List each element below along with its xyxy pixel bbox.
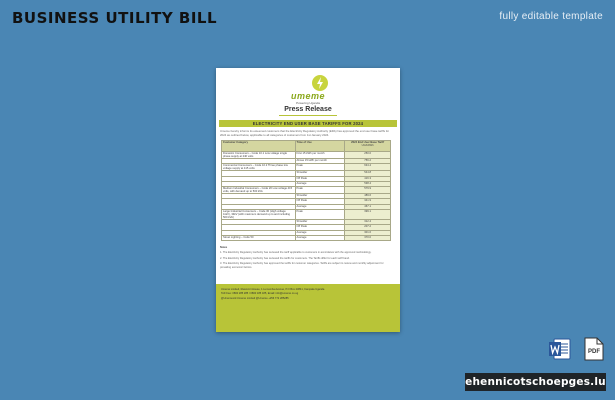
pdf-icon[interactable] [583,337,605,361]
table-header-tou: Time of Use [295,141,345,152]
table-cell-tariff: 341.9 [345,199,391,204]
table-header-tariff-label: 2024 End User Base Tariff [351,141,385,144]
table-cell-tou: Off Peak [295,199,345,204]
table-cell-category: Street Lighting – Code 50 [222,235,296,240]
intro-paragraph: Umeme hereby informs its esteemed customers that the Electricity Regulatory Authority (ERA) has approved the end user base tariffs for 2024 as outlined below, applicable to all categories of customers from 1st January 2024. [220,129,390,137]
footer-contacts: Toll Free: 0800 285 285 / 0800 185 185, Email: info@umeme.co.ug [221,291,299,295]
table-cell-tariff: 312.4 [345,220,391,225]
notes-section [220,246,394,269]
tariff-table [221,140,391,241]
table-cell-tariff: 544.8 [345,171,391,176]
table-cell-tou: Off Peak [295,225,345,230]
table-row [222,210,391,220]
brand-name: umeme [290,91,325,101]
brand-tagline: Powering Uganda [296,101,320,105]
table-row [222,187,391,194]
table-header-tariff [345,141,391,152]
tariff-table-body [222,152,391,241]
note-item: 2. The Electricity Regulatory Authority has reviewed the tariffs for customers. The Tariffs differ for each tariff band. [220,256,350,260]
notes-heading: Notes [220,246,228,249]
page-subtitle: fully editable template [499,11,603,22]
table-row [222,152,391,159]
table-cell-tou: Peak [295,164,345,171]
table-cell-tou: Average [295,181,345,186]
table-cell-category: Domestic Consumers – Code 10.1 Low voltage single phase supply at 240 volts [222,152,296,159]
table-cell-tariff: 370.0 [345,235,391,240]
document-footer [216,284,400,332]
table-cell-tou: Shoulder [295,194,345,199]
table-cell-tariff: 634.4 [345,164,391,171]
table-cell-category: Large Industrial Consumers – Code 30 (High voltage 11kV), 33kV (with maximum demand up to and including 500 kVA) [222,210,296,220]
table-cell-tou: First 15 kWh per month [295,152,345,159]
note-item: 3. The Electricity Regulatory Authority has approved the tariffs for customer categories. Tariffs are subject to review and monthly adjustment for prevailing economic factors. [220,262,384,269]
table-cell-tou: Shoulder [295,171,345,176]
table-cell-tariff: 756.2 [345,159,391,164]
table-cell-tariff: 250.0 [345,152,391,159]
table-cell-tariff: 489.6 [345,194,391,199]
table-cell-tariff: 301.6 [345,230,391,235]
document-preview[interactable] [216,68,400,332]
word-icon[interactable] [548,337,572,361]
footer-address: Umeme Limited, Rwenzori House, 1 Lumumba Avenue, P.O Box 23841, Kampala Uganda [221,288,325,291]
press-release-title: Press Release [284,106,332,113]
table-cell-tou: Shoulder [295,220,345,225]
table-cell-category: Medium Industrial Consumers – Code 20 Low voltage 415 volts, with demand up to 500 kVA [222,187,296,194]
table-cell-tariff: 416.3 [345,176,391,181]
table-row [222,235,391,240]
table-cell-tariff: 579.9 [345,187,391,194]
brand-logo [216,74,400,106]
table-cell-tou: Average [295,204,345,209]
table-cell-tariff: 399.1 [345,210,391,220]
footer-social: @UmemeLtd Umeme Limited @Umeme +256 772 285285 [221,296,289,300]
pdf-icon-label: PDF [588,349,600,355]
title-underline [279,115,337,116]
table-cell-tou: Average [295,230,345,235]
site-watermark: ehennicotschoepges.lu [465,373,606,391]
table-cell-tou: Peak [295,210,345,220]
table-row [222,164,391,171]
page-title: BUSINESS UTILITY BILL [12,9,218,27]
table-header-unit: UGX/kWh [361,144,374,147]
lightning-logo-icon [311,74,329,92]
table-header-category: Customer Category [222,141,296,152]
table-cell-tou: Average [295,235,345,240]
table-cell-tariff: 538.4 [345,181,391,186]
table-cell-tou: Peak [295,187,345,194]
note-item: 1. The Electricity Regulatory Authority has reviewed the tariff applicable to customers in accordance with the approved methodology. [220,251,372,255]
table-cell-tou: Above 15 kWh per month [295,159,345,164]
table-cell-tou: Off Peak [295,176,345,181]
table-cell-tariff: 207.2 [345,225,391,230]
tariff-banner: ELECTRICITY END USER BASE TARIFFS FOR 2024 [219,120,397,127]
table-cell-tariff: 467.1 [345,204,391,209]
table-cell-category: Commercial Consumers – Code 10.2 Three phase low voltage supply at 415 volts [222,164,296,171]
